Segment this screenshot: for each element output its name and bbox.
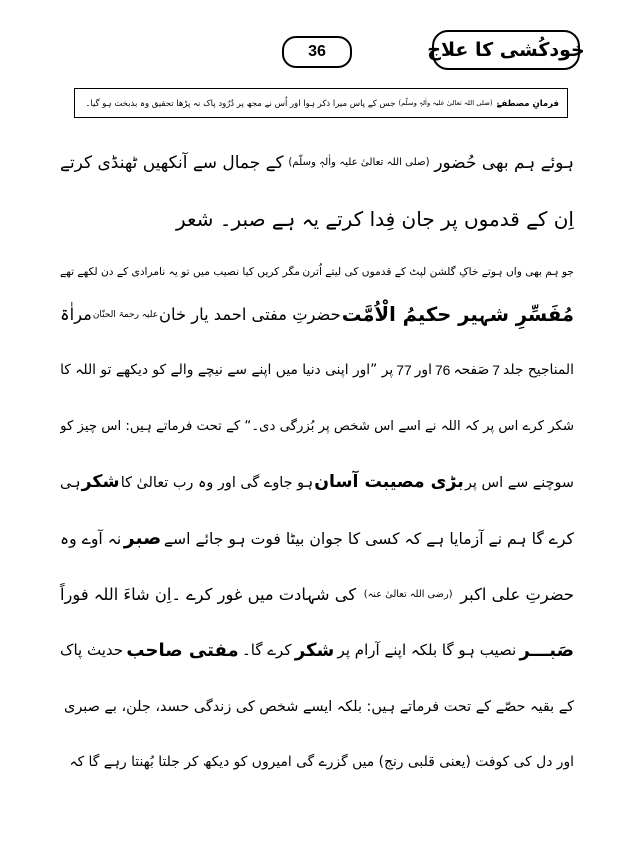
line-5-part-b: صَفحہ — [453, 362, 490, 379]
line-10-sabr: صَبـــر — [519, 639, 574, 661]
line-7-part-c: ہو جاوے گی اور وہ رب تعالیٰ کا — [120, 474, 314, 491]
line-4-mufassir: مُفَسِّرِ شہیر حکیمُ الْاُمَّت — [341, 303, 574, 327]
line-4-name: حضرتِ مفتی احمد یار خان — [159, 304, 341, 324]
text-line-4 — [60, 294, 574, 336]
line-9-honorific: (رضی اللہ تعالیٰ عنہ) — [363, 589, 453, 601]
line-8-sabr: صبر — [123, 527, 162, 549]
line-1-salawat: (صلی اللہ تعالیٰ علیہ واٰلہٖ وسلّم) — [288, 156, 430, 168]
line-8-part-a: کرے گا ہم نے آزمایا ہے کہ کسی کا جوان بیٹا فوت ہو جائے اسے — [163, 529, 574, 549]
line-5-page-number-1: 76 — [434, 362, 451, 379]
text-line-9 — [60, 574, 574, 616]
line-5-part-a: المناجیح جلد — [503, 362, 574, 379]
line-1-part-a: ہوئے ہم بھی حُضور — [434, 152, 574, 173]
line-7-part-e: ہی — [60, 474, 81, 491]
verse-first-half: جو ہم بھی واں ہوتے خاکِ گلشن لپٹ کے قدموں کی لیتے اُترن — [302, 264, 574, 278]
line-4-book: مراٰۃ — [60, 304, 92, 324]
line-1-part-b: کے جمال سے آنکھیں ٹھنڈی کرتے — [60, 152, 284, 173]
line-2-text: اِن کے قدموں پر جان فِدا کرتے یہ ہے صبر۔ شعر — [176, 207, 574, 231]
line-9-part-a: حضرتِ علی اکبر — [460, 584, 574, 604]
line-5-part-d: پر ”اور اپنی دنیا میں اپنے سے نیچے والے کو دیکھے تو اللہ کا — [60, 362, 394, 379]
line-5-page-number-2: 77 — [396, 362, 412, 379]
hadith-box — [74, 88, 568, 118]
page-number: 36 — [282, 36, 352, 68]
text-line-5 — [60, 350, 574, 392]
text-line-10 — [60, 630, 574, 672]
line-12-text: اور دل کی کوفت (یعنی قلبی رنج) میں گزرے گی امیروں کو دیکھ کر جلتا بُھنتا رہے گا کہ — [69, 754, 574, 771]
line-10-part-f: حدیث پاک — [60, 641, 124, 660]
book-title: خودکُشی کا علاج — [432, 30, 580, 70]
hadith-speaker: فرمانِ مصطفےٰ — [496, 98, 559, 109]
line-9-part-b: کی شہادت میں غور کرے ۔اِن شاءَ اللہ فوراً — [60, 584, 357, 604]
verse-second-half: مگر کریں کیا نصیب میں تو یہ نامرادی کے دن لکھے تھے — [60, 264, 300, 278]
text-line-7 — [60, 462, 574, 504]
line-7-part-a: سوچنے سے اس پر — [464, 474, 574, 491]
text-line-12 — [60, 742, 574, 784]
line-6-text: شکر کرے اس پر کہ اللہ نے اسے اس شخص پر بُزرگی دی۔“ کے تحت فرماتے ہیں: اس چیز کو — [60, 419, 574, 435]
text-line-1 — [60, 142, 574, 184]
line-5-part-c: اور — [414, 362, 432, 379]
text-line-11 — [60, 686, 574, 728]
line-5-volume-number: 7 — [492, 362, 500, 379]
hadith-salawat: (صلی اللہ تعالیٰ علیہ واٰلہٖ وسلّم) — [398, 99, 493, 107]
line-10-mufti-sahib: مفتی صاحب — [126, 639, 239, 661]
text-line-6 — [60, 406, 574, 448]
line-11-text: کے بقیہ حصّے کے تحت فرماتے ہیں: بلکہ ایسے شخص کی زندگی حسد، جلن، بے صبری — [64, 698, 574, 715]
line-8-part-c: نہ آوے وہ — [60, 529, 122, 549]
line-7-shukr: شکر — [81, 472, 120, 493]
poetry-verse — [60, 258, 574, 284]
line-4-honorific: علیہ رحمۃ الحنّان — [92, 309, 159, 320]
line-10-part-d: کرے گا۔ — [241, 641, 292, 660]
text-line-8 — [60, 518, 574, 560]
line-10-part-b: نصیب ہو گا بلکہ اپنے آرام پر — [337, 641, 517, 660]
line-7-highlight: بڑی مصیبت آسان — [314, 472, 464, 493]
line-10-shukr: شکر — [294, 639, 335, 661]
text-line-2 — [60, 198, 574, 240]
hadith-text: جس کے پاس میرا ذکر ہوا اور اُس نے مجھ پر دُرُود پاک نہ پڑھا تحقیق وہ بدبخت ہو گیا۔ — [85, 98, 396, 109]
